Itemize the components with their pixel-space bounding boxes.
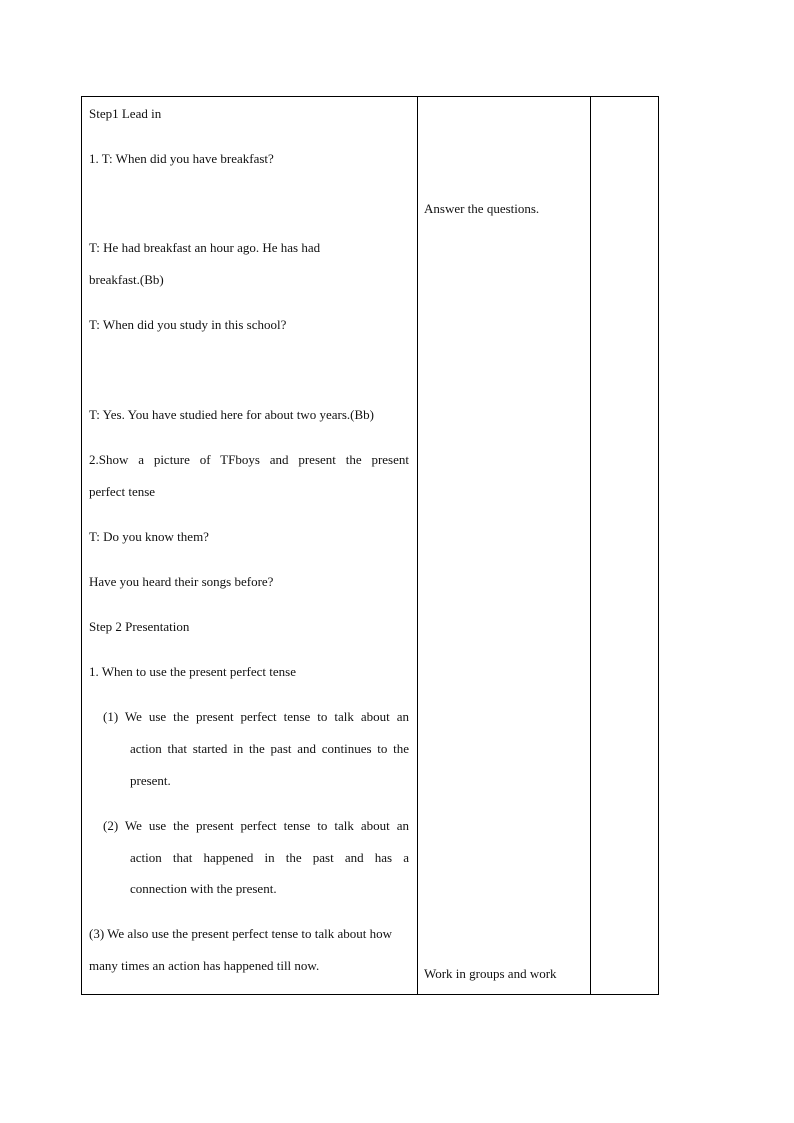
use1-line-c: present. xyxy=(130,773,171,788)
use3-line-a: (3) We also use the present perfect tense to talk about how xyxy=(89,926,393,941)
use3-line-b: many times an action has happened till now. xyxy=(89,958,320,973)
step2-title: Step 2 Presentation xyxy=(89,619,190,634)
question-study: T: When did you study in this school? xyxy=(89,317,287,332)
item2-show-picture-cont: perfect tense xyxy=(89,484,156,499)
use2-line-b: action that happened in the past and has a xyxy=(130,850,409,865)
activity-answer: Answer the questions. xyxy=(424,201,540,216)
line-he-had-breakfast: T: He had breakfast an hour ago. He has had xyxy=(89,240,321,255)
question-heard-songs: Have you heard their songs before? xyxy=(89,574,274,589)
item2-show-picture: 2.Show a picture of TFboys and present the present xyxy=(89,452,409,467)
use2-line-a: (2) We use the present perfect tense to talk about an xyxy=(103,818,409,833)
use1-line-a: (1) We use the present perfect tense to talk about an xyxy=(103,709,409,724)
table-row xyxy=(82,97,659,995)
notes-cell xyxy=(591,97,659,995)
item-when-to-use: 1. When to use the present perfect tense xyxy=(89,664,296,679)
activity-groups: Work in groups and work xyxy=(424,966,557,981)
use1-line-b: action that started in the past and continues to the xyxy=(130,741,409,756)
line-studied-here: T: Yes. You have studied here for about two years.(Bb) xyxy=(89,407,374,422)
lesson-plan-table xyxy=(81,96,659,995)
question-breakfast: 1. T: When did you have breakfast? xyxy=(89,151,274,166)
activity-cell xyxy=(418,97,591,995)
procedure-cell xyxy=(82,97,418,995)
question-know-them: T: Do you know them? xyxy=(89,529,209,544)
step1-title: Step1 Lead in xyxy=(89,106,162,121)
line-he-had-breakfast-cont: breakfast.(Bb) xyxy=(89,272,164,287)
use2-line-c: connection with the present. xyxy=(130,881,277,896)
